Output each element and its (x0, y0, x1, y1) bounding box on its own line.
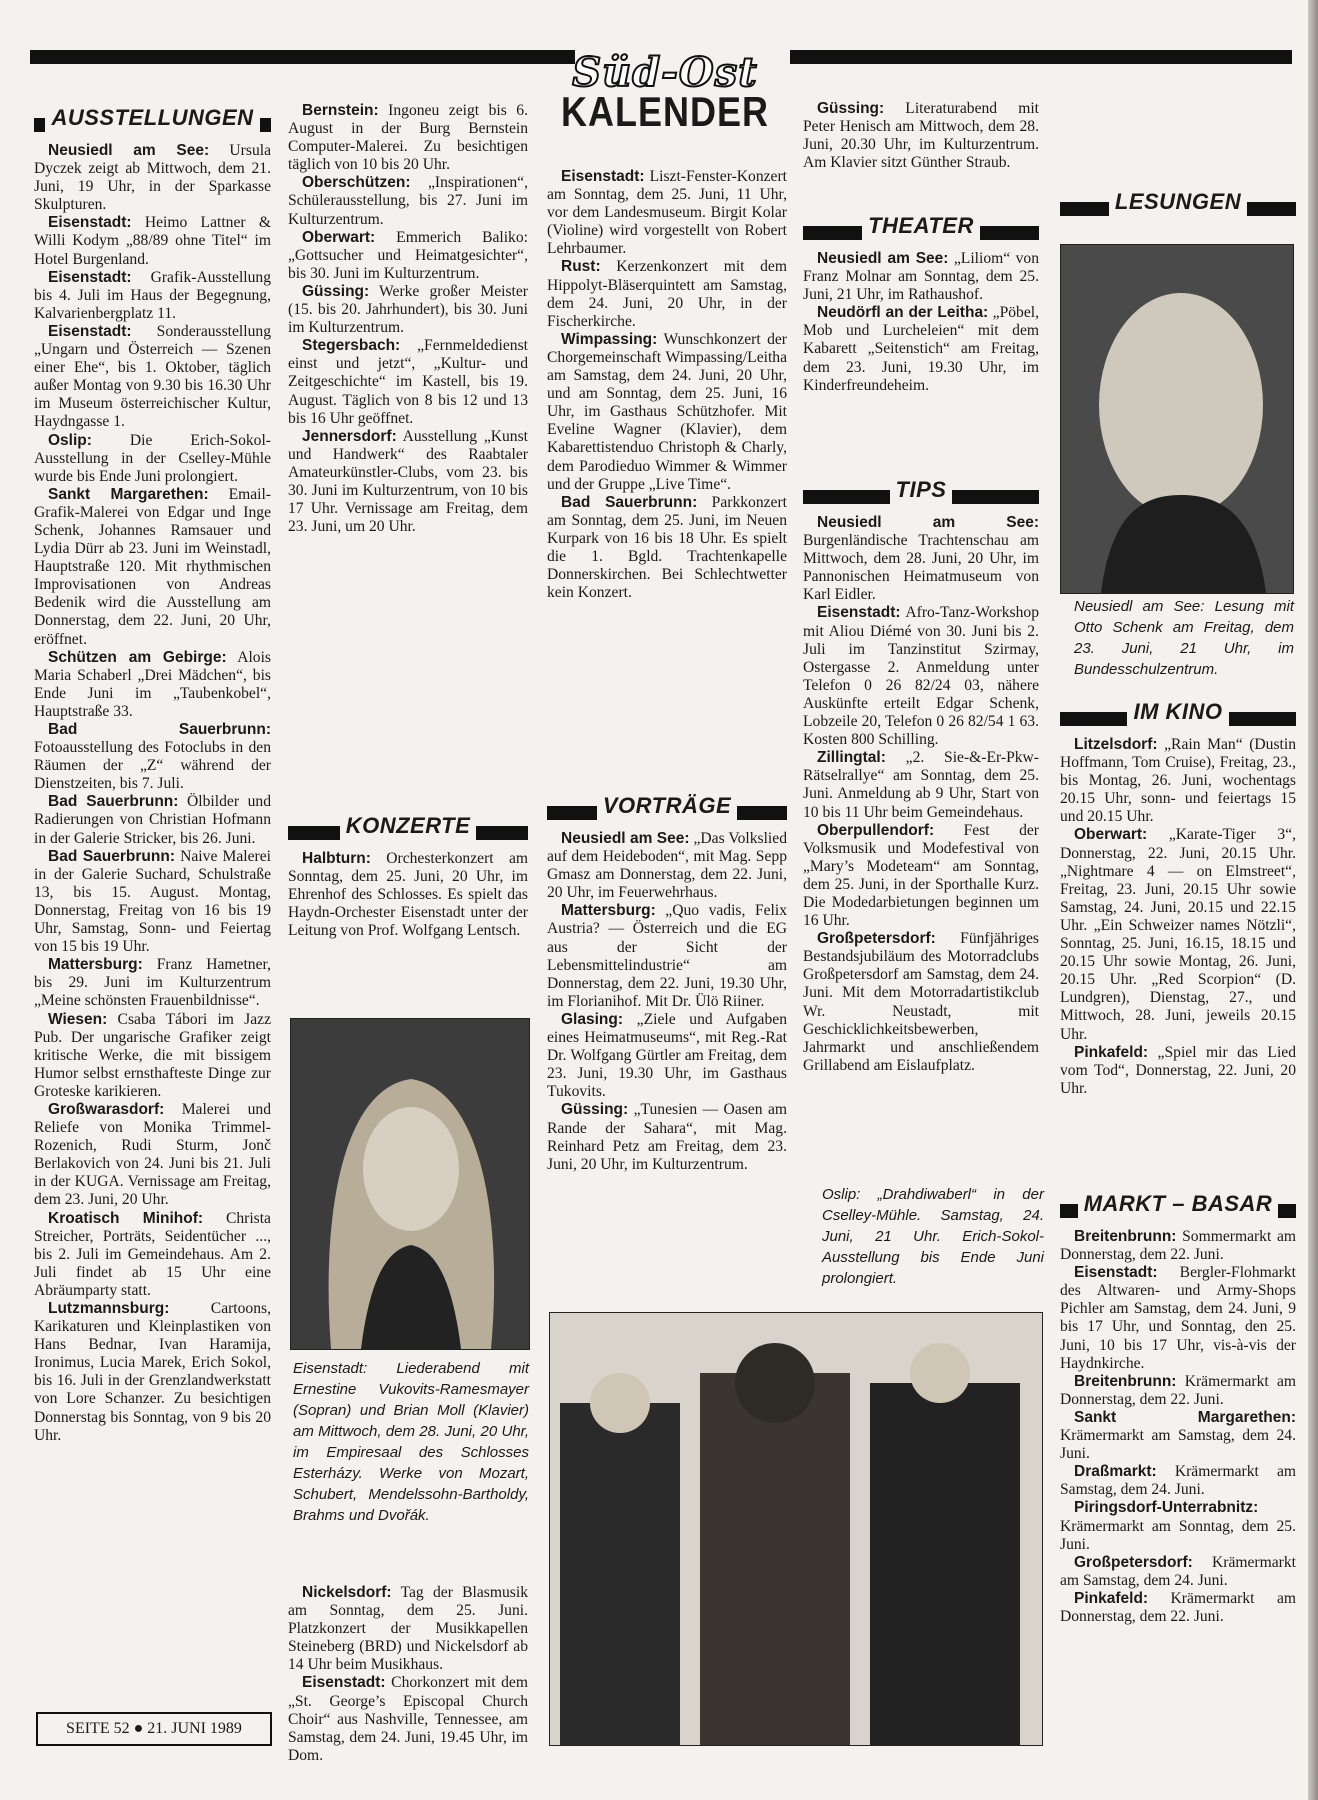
entry (34, 721, 271, 793)
entry (547, 1101, 787, 1173)
entry-text: Email-Grafik-Malerei von Edgar und Inge Schenk, Johannes Ramsauer und Lydia Dürr ab 23. Juni im Weinstadl, Hauptstraße 120. Mit rhythmischen Improvisationen von Andreas Bedenik wird die Ausstellung am Donnerstag, dem 22. Juni, 20 Uhr, eröffnet. (34, 485, 271, 648)
entry-text: „Tunesien — Oasen am Rande der Sahara“, mit Mag. Reinhard Petz am Freitag, dem 23. Juni, 20 Uhr, im Kulturzentrum. (547, 1101, 787, 1173)
entry-text: Literaturabend mit Peter Henisch am Mittwoch, dem 28. Juni, 20.30 Uhr, im Kulturzentrum. Am Klavier sitzt Günther Straub. (803, 100, 1039, 172)
entry (288, 850, 528, 940)
entry (803, 304, 1039, 394)
entry-text: „Liliom“ von Franz Molnar am Sonntag, dem 25. Juni, 21 Uhr, im Rathaushof. (803, 250, 1039, 304)
entry-text: Chorkonzert mit dem „St. George’s Episcopal Church Choir“ aus Nashville, Tennessee, am Samstag, dem 24. Juni, 19.45 Uhr, im Dom. (288, 1674, 528, 1764)
top-rule-left (30, 50, 575, 64)
masthead (540, 49, 790, 135)
entry-place: Sankt Margarethen: (1074, 1408, 1296, 1426)
entry-text: Kerzenkonzert mit dem Hippolyt-Bläserquintett am Samstag, dem 24. Juni, 20 Uhr, in der Fischerkirche. (547, 258, 787, 330)
entry (34, 142, 271, 214)
entry-place: Güssing: (817, 100, 885, 117)
entry-text: Sonderausstellung „Ungarn und Österreich — Szenen einer Ehe“, bis 1. Oktober, täglich außer Montag von 9.30 bis 16.30 Uhr im Museum österreichischer Kultur, Haydngasse 1. (34, 322, 271, 431)
entry (1060, 1499, 1296, 1553)
entry (34, 1101, 271, 1210)
entry-place: Neusiedl am See: (561, 830, 690, 847)
entry-place: Oberwart: (302, 228, 376, 246)
section-header-lesungen (1060, 188, 1296, 218)
entry-place: Großpetersdorf: (1074, 1553, 1193, 1571)
entry (288, 229, 528, 283)
column-5-kino (1060, 694, 1296, 1098)
photo-drahdiwaberl (549, 1312, 1043, 1746)
footer-bullet: ● (133, 1720, 144, 1737)
column-5-lesungen (1060, 184, 1296, 226)
entry-text: „Inspirationen“, Schülerausstellung, bis 27. Juni im Kulturzentrum. (288, 174, 528, 228)
entry-place: Großpetersdorf: (817, 930, 936, 948)
section-title: LESUNGEN (1109, 188, 1247, 216)
entry (1060, 1409, 1296, 1463)
entry (34, 214, 271, 268)
portrait-woman-image (291, 1019, 529, 1349)
entry-text: Liszt-Fenster-Konzert am Sonntag, dem 25. Juni, 11 Uhr, vor dem Landesmuseum. Birgit Kolar (Violine) wird vorgestellt von Robert Lehrbaumer. (547, 168, 787, 258)
entry-place: Neusiedl am See: (817, 250, 949, 267)
entry (547, 494, 787, 603)
entry-place: Eisenstadt: (1074, 1264, 1158, 1282)
entry-place: Oberschützen: (302, 174, 411, 192)
issue-date: 21. JUNI 1989 (147, 1720, 242, 1737)
section-header-ausstellungen (34, 104, 271, 134)
entry-text: Ursula Dyczek zeigt ab Mittwoch, dem 21. Juni, 19 Uhr, in der Sparkasse Skulpturen. (34, 142, 271, 214)
section-header-vortraege (547, 792, 787, 822)
entry-place: Großwarasdorf: (48, 1100, 165, 1118)
entry-text: Krämermarkt am Samstag, dem 24. Juni. (1060, 1463, 1296, 1499)
entry-text: Cartoons, Karikaturen und Kleinplastiken von Hans Bednar, Ivan Haramija, Ironimus, Lucia Marek, Erich Sokol, bis 16. Juli in der Grenzlandwerkstatt von Lore Schanzer. Zu besichtigen Donnerstag bis Sonntag, von 9 bis 20 Uhr. (34, 1300, 271, 1444)
column-3 (547, 168, 787, 602)
entry-text: „Ziele und Aufgaben eines Heimatmuseums“, mit Reg.-Rat Dr. Wolfgang Gürtler am Freitag, dem 23. Juni, 19.30 Uhr, im Gasthaus Tukovits. (547, 1010, 787, 1101)
page-edge (1308, 0, 1318, 1800)
entry (803, 514, 1039, 604)
entry-text: Heimo Lattner & Willi Kodym „88/89 ohne Titel“ im Hotel Burgenland. (34, 214, 271, 268)
entry-place: Pinkafeld: (1074, 1589, 1149, 1607)
section-title: AUSSTELLUNGEN (45, 104, 259, 132)
section-title: THEATER (862, 212, 980, 240)
entry (288, 174, 528, 228)
column-1 (34, 100, 271, 1445)
section-header-konzerte (288, 812, 528, 842)
entry (803, 930, 1039, 1075)
entry-text: Krämermarkt am Samstag, dem 24. Juni. (1060, 1553, 1296, 1589)
section-title: TIPS (890, 476, 953, 504)
entry-place: Pinkafeld: (1074, 1043, 1149, 1061)
entry-text: Fotoausstellung des Fotoclubs in den Räumen der „Z“ während der Dienstzeiten, bis 7. Juli. (34, 739, 271, 793)
entry-place: Güssing: (561, 1101, 629, 1119)
entry-place: Bad Sauerbrunn: (48, 721, 271, 738)
entry-place: Neudörfl an der Leitha: (817, 304, 989, 322)
entry-text: Christa Streicher, Porträts, Seidentücher ..., bis 2. Juli im Gemeindehaus. Am 2. Juli findet ab 15 Uhr eine Abräumparty statt. (34, 1209, 271, 1299)
entry (34, 1300, 271, 1445)
entry (288, 337, 528, 427)
entry (1060, 1228, 1296, 1264)
column-4-theater (803, 208, 1039, 395)
entry (1060, 826, 1296, 1043)
entry-text: Emmerich Baliko: „Gottsucher und Heimatgesichter“, bis 30. Juni im Kulturzentrum. (288, 228, 528, 282)
column-2-konzerte (288, 808, 528, 940)
entry-place: Eisenstadt: (302, 1674, 386, 1692)
entry-place: Eisenstadt: (817, 604, 901, 622)
entry-place: Wimpassing: (561, 330, 658, 348)
entry-place: Rust: (561, 258, 601, 276)
entry-text: „Pöbel, Mob und Lurcheleien“ mit dem Kabarett „Seitenstich“ am Freitag, dem 23. Juni, 19.30 Uhr, im Kinderfreundeheim. (803, 304, 1039, 394)
entry-place: Bad Sauerbrunn: (48, 793, 179, 811)
entry (803, 749, 1039, 821)
entry-place: Kroatisch Minihof: (48, 1209, 204, 1227)
entry (288, 1674, 528, 1764)
entry (547, 258, 787, 330)
entry-text: Fünfjähriges Bestandsjubiläum des Motorradclubs Großpetersdorf am Samstag, dem 24. Juni. Mit dem Motorradartistikclub Wr. Neustadt, mit Geschicklichkeitsbewerben, Jahrmarkt und anschließendem Grillabend am Eislaufplatz. (803, 930, 1039, 1074)
section-header-markt (1060, 1190, 1296, 1220)
entry-text: Sommermarkt am Donnerstag, dem 22. Juni. (1060, 1228, 1296, 1264)
column-3-vortraege (547, 788, 787, 1174)
entry (288, 283, 528, 337)
entry-place: Breitenbrunn: (1074, 1228, 1177, 1245)
entry-place: Breitenbrunn: (1074, 1372, 1177, 1390)
entry (288, 102, 528, 174)
entry-text: Csaba Tábori im Jazz Pub. Der ungarische Grafiker zeigt kritische Werke, die mit bissigem Humor selbst ernsthafteste Dinge zur Groteske karikieren. (34, 1010, 271, 1100)
entry-text: „Quo vadis, Felix Austria? — Österreich und die EG aus der Sicht der Lebensmittelindustrie“ am Donnerstag, dem 22. Juni, 19.30 Uhr, im Florianihof. Mit Dr. Ülö Riiner. (547, 902, 787, 1010)
entry-text: Wunschkonzert der Chorgemeinschaft Wimpassing/Leitha am Samstag, dem 24. Juni, 20 Uhr, und am Sonntag, dem 25. Juni, 16 Uhr, im Gasthaus Schützhofer. Mit Eveline Wagner (Klavier), dem Kabarettistenduo Christoph & Charly, dem Parodieduo Wimmer & Wimmer und der Gruppe „Live Time“. (547, 330, 787, 493)
section-header-theater (803, 212, 1039, 242)
entry (34, 649, 271, 721)
entry-place: Sankt Margarethen: (48, 485, 209, 503)
top-rule-right (790, 50, 1292, 64)
section-title: VORTRÄGE (597, 792, 737, 820)
entry (1060, 1463, 1296, 1499)
entry-text: Naive Malerei in der Galerie Suchard, Schulstraße 13, bis 15. August. Montag, Donnerstag, Freitag von 16 bis 19 Uhr, Samstag, Sonn- und Feiertag von 15 bis 19 Uhr. (34, 847, 271, 956)
entry-text: Fest der Volksmusik und Modefestival von „Mary’s Modeteam“ am Sonntag, dem 25. Juni, in der Sporthalle Kurz. Die Modedarbietungen beginnen um 16 Uhr. (803, 821, 1039, 930)
entry-text: Alois Maria Schaberl „Drei Mädchen“, bis Ende Juni im „Taubenkobel“, Hauptstraße 33. (34, 648, 271, 720)
entry-place: Eisenstadt: (48, 268, 132, 286)
page-number: SEITE 52 (66, 1720, 130, 1737)
entry-text: Tag der Blasmusik am Sonntag, dem 25. Juni. Platzkonzert der Musikkapellen Steineberg (BRD) und Nickelsdorf ab 14 Uhr beim Musikhaus. (288, 1584, 528, 1674)
entry (1060, 1044, 1296, 1098)
entry-text: Parkkonzert am Sonntag, dem 25. Juni, im Neuen Kurpark von 16 bis 18 Uhr. Es spielt die 1. Bgld. Trachtenkapelle Donnerskirchen. Bei Schlechtwetter kein Konzert. (547, 493, 787, 602)
column-2-konzerte-cont (288, 1584, 528, 1765)
entry-text: „Karate-Tiger 3“, Donnerstag, 22. Juni, 20.15 Uhr. „Nightmare 4 — on Elmstreet“, Freitag, 23. Juni, 20.15 Uhr sowie Samstag, 24. Juni, 20.15 und 22.15 Uhr. „Ein Schweizer names Nötzli“, Sonntag, 25. Juni, 16.15, 18.15 und 20.15 Uhr sowie Montag, 26. Juni, 20.15 Uhr. „Red Scorpion“ (D. Lundgren), Dienstag, 27., und Mittwoch, 28. Juni, jeweils 20.15 Uhr. (1060, 826, 1296, 1043)
caption-otto-schenk: Neusiedl am See: Lesung mit Otto Schenk am Freitag, dem 23. Juni, 21 Uhr, im Bundesschulzentrum. (1074, 598, 1294, 678)
entry (34, 956, 271, 1010)
entry (34, 432, 271, 486)
section-title: MARKT – BASAR (1078, 1190, 1279, 1218)
band-photo-image (550, 1313, 1042, 1745)
entry-text: Krämermarkt am Donnerstag, dem 22. Juni. (1060, 1372, 1296, 1408)
entry (547, 1011, 787, 1101)
entry-place: Litzelsdorf: (1074, 736, 1158, 753)
entry (547, 902, 787, 1011)
entry-place: Schützen am Gebirge: (48, 648, 227, 666)
entry (803, 604, 1039, 749)
caption-drahdiwaberl: Oslip: „Drahdiwaberl“ in der Cselley-Mühle. Samstag, 24. Juni, 21 Uhr. Erich-Sokol-Ausstellung bis Ende Juni prolongiert. (822, 1186, 1044, 1287)
section-header-kino (1060, 698, 1296, 728)
entry-text: Malerei und Reliefe von Monika Trimmel-Rozenich, Rudi Sturm, Jonč Berlakovich von 24. Juni bis 21. Juli in der KUGA. Vernissage am Freitag, dem 23. Juni, 20 Uhr. (34, 1100, 271, 1209)
entry-place: Neusiedl am See: (817, 514, 1039, 531)
entry-place: Neusiedl am See: (48, 142, 210, 159)
entry-text: „Rain Man“ (Dustin Hoffmann, Tom Cruise), Freitag, 23., bis Montag, 26. Juni, wochentags 20.15 Uhr, sonn- und feiertags 15 und 20.15 Uhr. (1060, 736, 1296, 826)
entry (34, 323, 271, 432)
entry-place: Eisenstadt: (48, 322, 132, 340)
entry-text: „Fernmeldedienst einst und jetzt“, „Kultur- und Zeitgeschichte“ im Kastell, bis 19. August. Täglich von 8 bis 12 und 13 bis 16 Uhr geöffnet. (288, 337, 528, 427)
entry (34, 793, 271, 847)
entry (34, 486, 271, 649)
entry-place: Halbturn: (302, 850, 371, 867)
entry (803, 100, 1039, 172)
page-footer (36, 1712, 272, 1746)
column-2 (288, 102, 528, 536)
entry-text: Grafik-Ausstellung bis 4. Juli im Haus der Begegnung, Kalvarienbergplatz 11. (34, 268, 271, 322)
section-title: IM KINO (1127, 698, 1228, 726)
entry-place: Piringsdorf-Unterrabnitz: (1074, 1499, 1259, 1517)
entry-text: Werke großer Meister (15. bis 20. Jahrhundert), bis 30. Juni im Kulturzentrum. (288, 282, 528, 337)
section-title: KONZERTE (340, 812, 477, 840)
entry-text: Ölbilder und Radierungen von Christian Hofmann in der Galerie Stricker, bis 26. Juni. (34, 793, 271, 847)
entry-place: Jennersdorf: (302, 427, 397, 445)
entry-text: „Spiel mir das Lied vom Tod“, Donnerstag, 22. Juni, 20 Uhr. (1060, 1043, 1296, 1097)
entry-place: Eisenstadt: (561, 168, 645, 185)
masthead-line1: Süd-Ost (572, 49, 758, 96)
section-header-tips (803, 476, 1039, 506)
entry (288, 428, 528, 537)
entry-place: Stegersbach: (302, 337, 401, 355)
entry-place: Güssing: (302, 282, 370, 300)
entry (1060, 1554, 1296, 1590)
entry-place: Oslip: (48, 431, 92, 449)
entry (547, 830, 787, 902)
entry-place: Bad Sauerbrunn: (561, 493, 698, 511)
entry (803, 822, 1039, 931)
entry-place: Bad Sauerbrunn: (48, 847, 175, 865)
photo-ernestine (290, 1018, 530, 1350)
entry-text: Krämermarkt am Donnerstag, dem 22. Juni. (1060, 1589, 1296, 1625)
entry-place: Zillingtal: (817, 749, 886, 767)
entry-text: Die Erich-Sokol-Ausstellung in der Cselley-Mühle wurde bis Ende Juni prolongiert. (34, 431, 271, 485)
entry (547, 168, 787, 258)
entry-place: Wiesen: (48, 1010, 108, 1028)
column-4 (803, 100, 1039, 172)
column-4-tips (803, 472, 1039, 1075)
entry-text: Krämermarkt am Samstag, dem 24. Juni. (1060, 1427, 1296, 1463)
entry-text: Orchesterkonzert am Sonntag, dem 25. Juni, 20 Uhr, im Ehrenhof des Schlosses. Es spielt das Haydn-Orchester Eisenstadt unter der Leitung von Prof. Wolfgang Lentsch. (288, 850, 528, 940)
entry-place: Lutzmannsburg: (48, 1300, 170, 1317)
entry (34, 1210, 271, 1300)
entry (34, 848, 271, 957)
entry (1060, 1373, 1296, 1409)
entry (1060, 1590, 1296, 1626)
masthead-line2: KALENDER (560, 87, 769, 135)
entry-place: Draßmarkt: (1074, 1463, 1157, 1481)
portrait-man-image (1061, 245, 1293, 593)
entry-text: Krämermarkt am Sonntag, dem 25. Juni. (1060, 1517, 1296, 1553)
entry-place: Glasing: (561, 1010, 624, 1028)
entry-place: Mattersburg: (561, 902, 656, 920)
photo-otto-schenk (1060, 244, 1294, 594)
entry-place: Oberpullendorf: (817, 821, 935, 839)
entry (1060, 736, 1296, 826)
entry-place: Mattersburg: (48, 956, 143, 974)
entry-text: Ausstellung „Kunst und Handwerk“ des Raabtaler Amateurkünstler-Clubs, vom 23. bis 30. Juni im Kulturzentrum, von 10 bis 17 Uhr. Vernissage am Freitag, dem 23. Juni, um 20 Uhr. (288, 427, 528, 536)
entry-text: Bergler-Flohmarkt des Altwaren- und Army-Shops Pichler am Samstag, dem 24. Juni, 9 bis 17 Uhr, und Sonntag, den 25. Juni, 10 bis 17 Uhr, vis-à-vis der Haydnkirche. (1060, 1264, 1296, 1372)
column-5-markt (1060, 1186, 1296, 1626)
entry (34, 1011, 271, 1101)
entry-text: Franz Hametner, bis 29. Juni im Kulturzentrum „Meine schönsten Frauenbildnisse“. (34, 956, 271, 1010)
caption-ernestine: Eisenstadt: Liederabend mit Ernestine Vukovits-Ramesmayer (Sopran) und Brian Moll (Klavier) am Mittwoch, dem 28. Juni, 20 Uhr, im Empiresaal des Schlosses Esterházy. Werke von Mozart, Schubert, Mendelssohn-Bartholdy, Brahms und Dvořák. (293, 1360, 529, 1524)
entry-text: „2. Sie-&-Er-Pkw-Rätselrallye“ am Sonntag, dem 25. Juni. Anmeldung ab 9 Uhr, Start von 10 bis 11 Uhr beim Gemeindehaus. (803, 749, 1039, 821)
entry (803, 250, 1039, 304)
entry-text: Ingoneu zeigt bis 6. August in der Burg Bernstein Computer-Malerei. Zu besichtigen täglich von 10 bis 20 Uhr. (288, 102, 528, 174)
entry-place: Bernstein: (302, 102, 379, 119)
entry (547, 331, 787, 494)
entry-place: Eisenstadt: (48, 214, 132, 232)
entry-place: Nickelsdorf: (302, 1584, 392, 1601)
entry (34, 269, 271, 323)
entry-text: „Das Volkslied auf dem Heideboden“, mit Mag. Sepp Gmasz am Donnerstag, dem 22. Juni, 20 Uhr, im Feuerwehrhaus. (547, 830, 787, 902)
entry-text: Afro-Tanz-Workshop mit Aliou Diémé von 30. Juni bis 2. Juli im Tanzinstitut Szirmay, Ostergasse 2. Anmeldung unter Telefon 0 26 82/24 03, nähere Auskünfte erteilt Edgar Schenk, Lobzeile 20, Telefon 0 26 82/54 1 63. Kosten 800 Schilling. (803, 604, 1039, 749)
entry-place: Oberwart: (1074, 826, 1148, 844)
entry-text: Burgenländische Trachtenschau am Mittwoch, dem 28. Juni, 20 Uhr, im Pannonischen Heimatmuseum von Karl Eidler. (803, 532, 1039, 604)
entry (1060, 1264, 1296, 1373)
entry (288, 1584, 528, 1674)
